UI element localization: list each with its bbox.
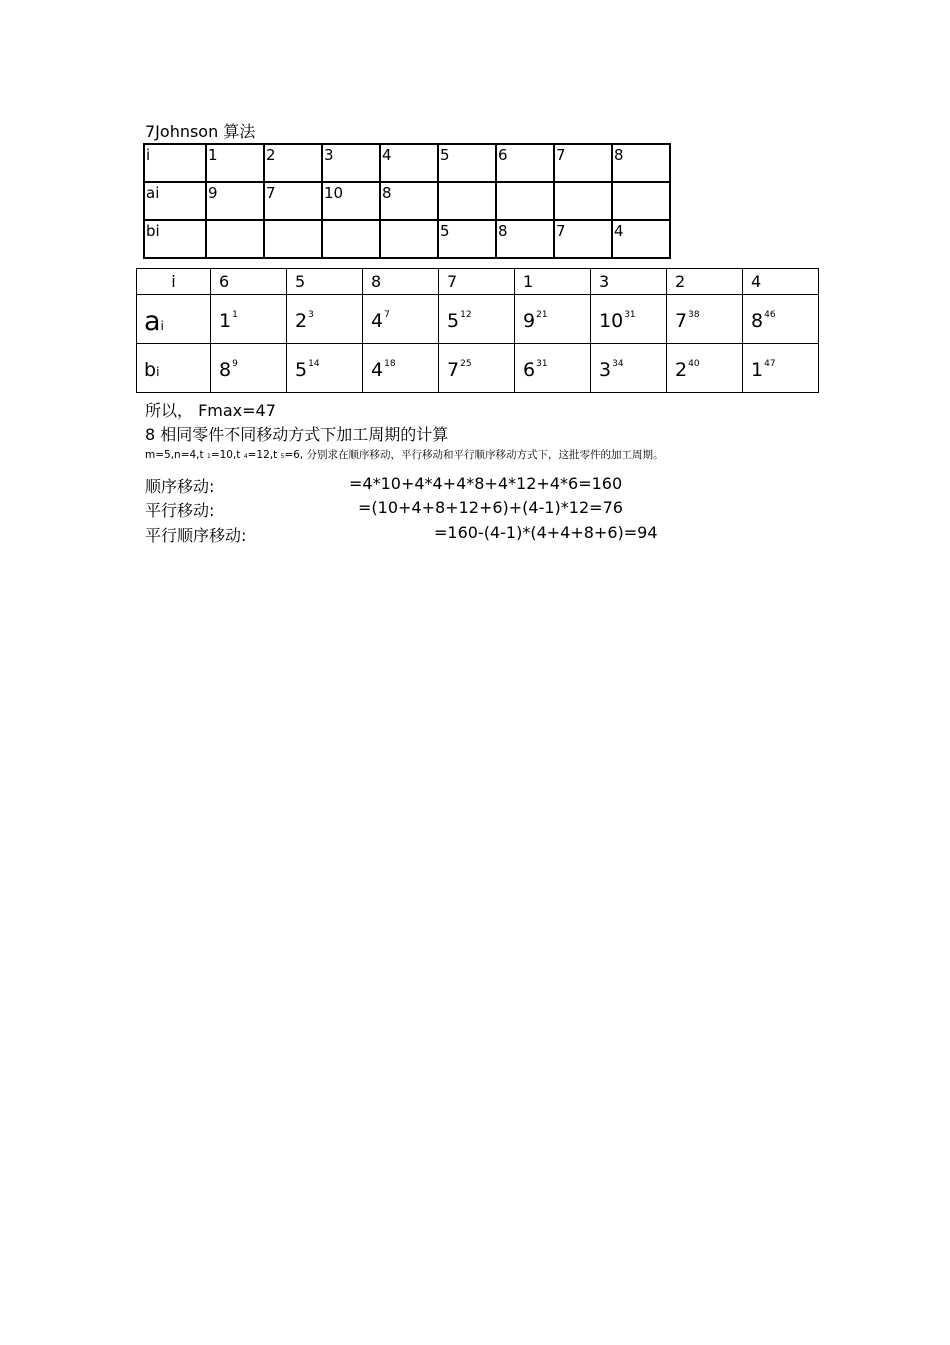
schedule-header-row xyxy=(137,269,819,295)
schedule-cell xyxy=(591,295,667,344)
input-table-cell: 6 xyxy=(496,144,554,182)
completion-time: 47 xyxy=(764,359,776,369)
schedule-cell xyxy=(211,295,287,344)
input-table-cell xyxy=(554,182,612,220)
input-table-row xyxy=(144,220,670,258)
process-time: 7 xyxy=(447,359,460,381)
completion-time: 9 xyxy=(232,359,238,369)
input-table-cell: 8 xyxy=(612,144,670,182)
input-table-cell: 9 xyxy=(206,182,264,220)
process-time: 6 xyxy=(523,359,536,381)
row-b-label: bi xyxy=(137,344,211,393)
input-table-row xyxy=(144,182,670,220)
input-table-cell: 8 xyxy=(496,220,554,258)
input-table-cell: 5 xyxy=(438,144,496,182)
johnson-schedule-table xyxy=(136,268,819,393)
process-time: 1 xyxy=(751,359,764,381)
schedule-cell xyxy=(439,344,515,393)
parallel-sequential-move-formula: =160-(4-1)*(4+4+8+6)=94 xyxy=(434,523,658,542)
input-table-cell xyxy=(206,220,264,258)
parallel-move-label: 平行移动: xyxy=(145,501,215,520)
process-time: 9 xyxy=(523,310,536,332)
input-table-cell: 4 xyxy=(612,220,670,258)
schedule-cell xyxy=(363,344,439,393)
parallel-move-formula: =(10+4+8+12+6)+(4-1)*12=76 xyxy=(358,498,623,517)
process-time: 3 xyxy=(599,359,612,381)
process-time: 5 xyxy=(447,310,460,332)
schedule-header-cell: 2 xyxy=(667,269,743,295)
input-table-cell: 7 xyxy=(554,144,612,182)
completion-time: 34 xyxy=(612,359,624,369)
input-table-cell: 7 xyxy=(554,220,612,258)
completion-time: 21 xyxy=(536,310,548,320)
given-conditions: m=5,n=4,t 1=10,t 4=12,t 5=6, 分别求在顺序移动，平行移动和平行顺序移动方式下，这批零件的加工周期。 xyxy=(145,449,664,461)
input-table-cell xyxy=(496,182,554,220)
schedule-cell xyxy=(287,344,363,393)
process-time: 1 xyxy=(219,310,232,332)
input-row-label: ai xyxy=(144,182,206,220)
completion-time: 40 xyxy=(688,359,700,369)
schedule-header-cell: 4 xyxy=(743,269,819,295)
input-row-label: i xyxy=(144,144,206,182)
schedule-cell xyxy=(363,295,439,344)
schedule-header-cell: 6 xyxy=(211,269,287,295)
schedule-row-b xyxy=(137,344,819,393)
schedule-cell xyxy=(211,344,287,393)
process-time: 8 xyxy=(751,310,764,332)
sequential-move-formula: =4*10+4*4+4*8+4*12+4*6=160 xyxy=(349,474,623,493)
process-time: 7 xyxy=(675,310,688,332)
section-7-title: 7Johnson 算法 xyxy=(145,122,256,141)
input-table-cell: 7 xyxy=(264,182,322,220)
schedule-row-a xyxy=(137,295,819,344)
section-8-title: 8 相同零件不同移动方式下加工周期的计算 xyxy=(145,425,449,444)
sequential-move-label: 顺序移动: xyxy=(145,477,215,496)
input-table-cell: 8 xyxy=(380,182,438,220)
input-table-cell: 10 xyxy=(322,182,380,220)
schedule-header-cell: 5 xyxy=(287,269,363,295)
input-table-cell xyxy=(264,220,322,258)
completion-time: 25 xyxy=(460,359,472,369)
schedule-header-cell: 3 xyxy=(591,269,667,295)
process-time: 4 xyxy=(371,359,384,381)
process-time: 10 xyxy=(599,310,624,332)
completion-time: 14 xyxy=(308,359,320,369)
completion-time: 1 xyxy=(232,310,238,320)
process-time: 2 xyxy=(295,310,308,332)
completion-time: 7 xyxy=(384,310,390,320)
input-table-cell xyxy=(322,220,380,258)
schedule-header-cell: 7 xyxy=(439,269,515,295)
completion-time: 31 xyxy=(624,310,636,320)
input-table-cell xyxy=(438,182,496,220)
schedule-cell xyxy=(287,295,363,344)
completion-time: 31 xyxy=(536,359,548,369)
schedule-cell xyxy=(439,295,515,344)
process-time: 2 xyxy=(675,359,688,381)
completion-time: 38 xyxy=(688,310,700,320)
schedule-cell xyxy=(515,295,591,344)
fmax-conclusion: 所以， Fmax=47 xyxy=(145,401,276,420)
completion-time: 3 xyxy=(308,310,314,320)
process-time: 4 xyxy=(371,310,384,332)
schedule-header-cell: 1 xyxy=(515,269,591,295)
input-table-row xyxy=(144,144,670,182)
input-table-cell: 5 xyxy=(438,220,496,258)
schedule-cell xyxy=(743,295,819,344)
input-row-label: bi xyxy=(144,220,206,258)
input-table-cell xyxy=(380,220,438,258)
process-time: 5 xyxy=(295,359,308,381)
completion-time: 12 xyxy=(460,310,472,320)
schedule-header-label: i xyxy=(137,269,211,295)
completion-time: 46 xyxy=(764,310,776,320)
schedule-cell xyxy=(667,344,743,393)
schedule-cell xyxy=(667,295,743,344)
parallel-sequential-move-label: 平行顺序移动: xyxy=(145,526,247,545)
input-table-cell: 3 xyxy=(322,144,380,182)
input-table-cell: 4 xyxy=(380,144,438,182)
input-table-cell xyxy=(612,182,670,220)
input-table-cell: 1 xyxy=(206,144,264,182)
schedule-header-cell: 8 xyxy=(363,269,439,295)
input-table-cell: 2 xyxy=(264,144,322,182)
johnson-input-table xyxy=(143,143,671,259)
row-a-label: ai xyxy=(137,295,211,344)
completion-time: 18 xyxy=(384,359,396,369)
process-time: 8 xyxy=(219,359,232,381)
schedule-cell xyxy=(591,344,667,393)
schedule-cell xyxy=(515,344,591,393)
schedule-cell xyxy=(743,344,819,393)
